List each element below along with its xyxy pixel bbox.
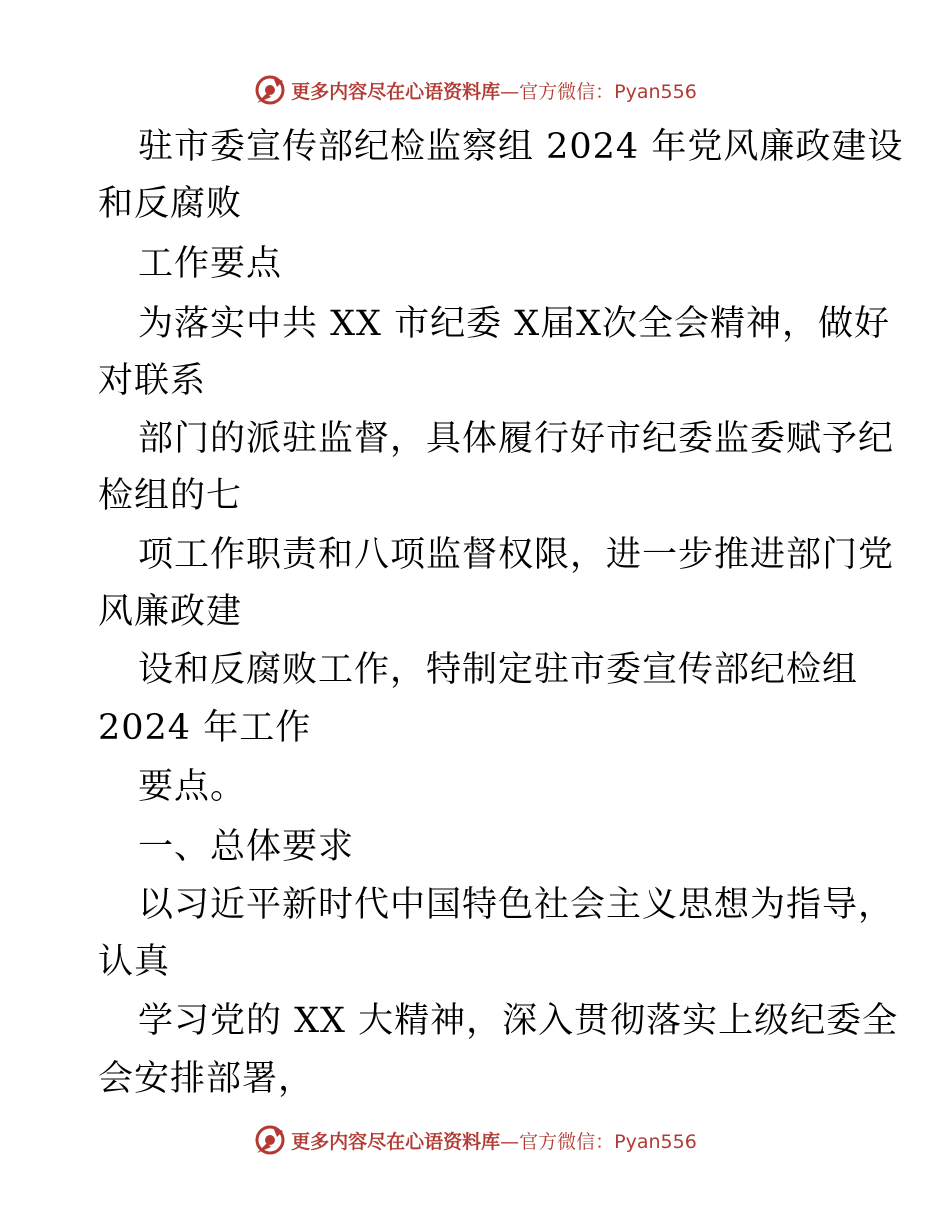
banner-sub-text: —官方微信：Pyan556 bbox=[500, 1130, 697, 1153]
header-watermark-banner bbox=[0, 70, 950, 110]
text-line: 风廉政建 bbox=[98, 592, 243, 632]
text-line: 和反腐败 bbox=[98, 184, 243, 224]
text-line: 要点。 bbox=[138, 767, 247, 807]
text-line: 为落实中共 XX 市纪委 X届X次全会精神，做好 bbox=[138, 304, 891, 344]
text-line: 驻市委宣传部纪检监察组 2024 年党风廉政建设 bbox=[138, 127, 904, 167]
banner-main-text: 更多内容尽在心语资料库 bbox=[291, 1130, 501, 1153]
banner-main-text: 更多内容尽在心语资料库 bbox=[291, 80, 501, 103]
pen-circle-logo-icon bbox=[253, 73, 287, 107]
text-line: 学习党的 XX 大精神，深入贯彻落实上级纪委全 bbox=[138, 1001, 899, 1041]
banner-sub-text: —官方微信：Pyan556 bbox=[500, 80, 697, 103]
pen-circle-logo-icon bbox=[253, 1123, 287, 1157]
text-line: 设和反腐败工作，特制定驻市委宣传部纪检组 bbox=[138, 650, 859, 690]
footer-watermark-banner bbox=[0, 1120, 950, 1160]
text-line: 认真 bbox=[98, 942, 171, 982]
text-line: 部门的派驻监督，具体履行好市纪委监委赋予纪 bbox=[138, 419, 895, 459]
text-line: 2024 年工作 bbox=[98, 708, 312, 748]
text-line: 项工作职责和八项监督权限，进一步推进部门党 bbox=[138, 535, 895, 575]
text-line: 检组的七 bbox=[98, 476, 243, 516]
text-line: 对联系 bbox=[98, 361, 207, 401]
text-line: 工作要点 bbox=[138, 244, 283, 284]
text-line: 会安排部署， bbox=[98, 1059, 315, 1099]
section-heading: 一、总体要求 bbox=[138, 827, 355, 867]
text-line: 以习近平新时代中国特色社会主义思想为指导， bbox=[138, 885, 895, 925]
